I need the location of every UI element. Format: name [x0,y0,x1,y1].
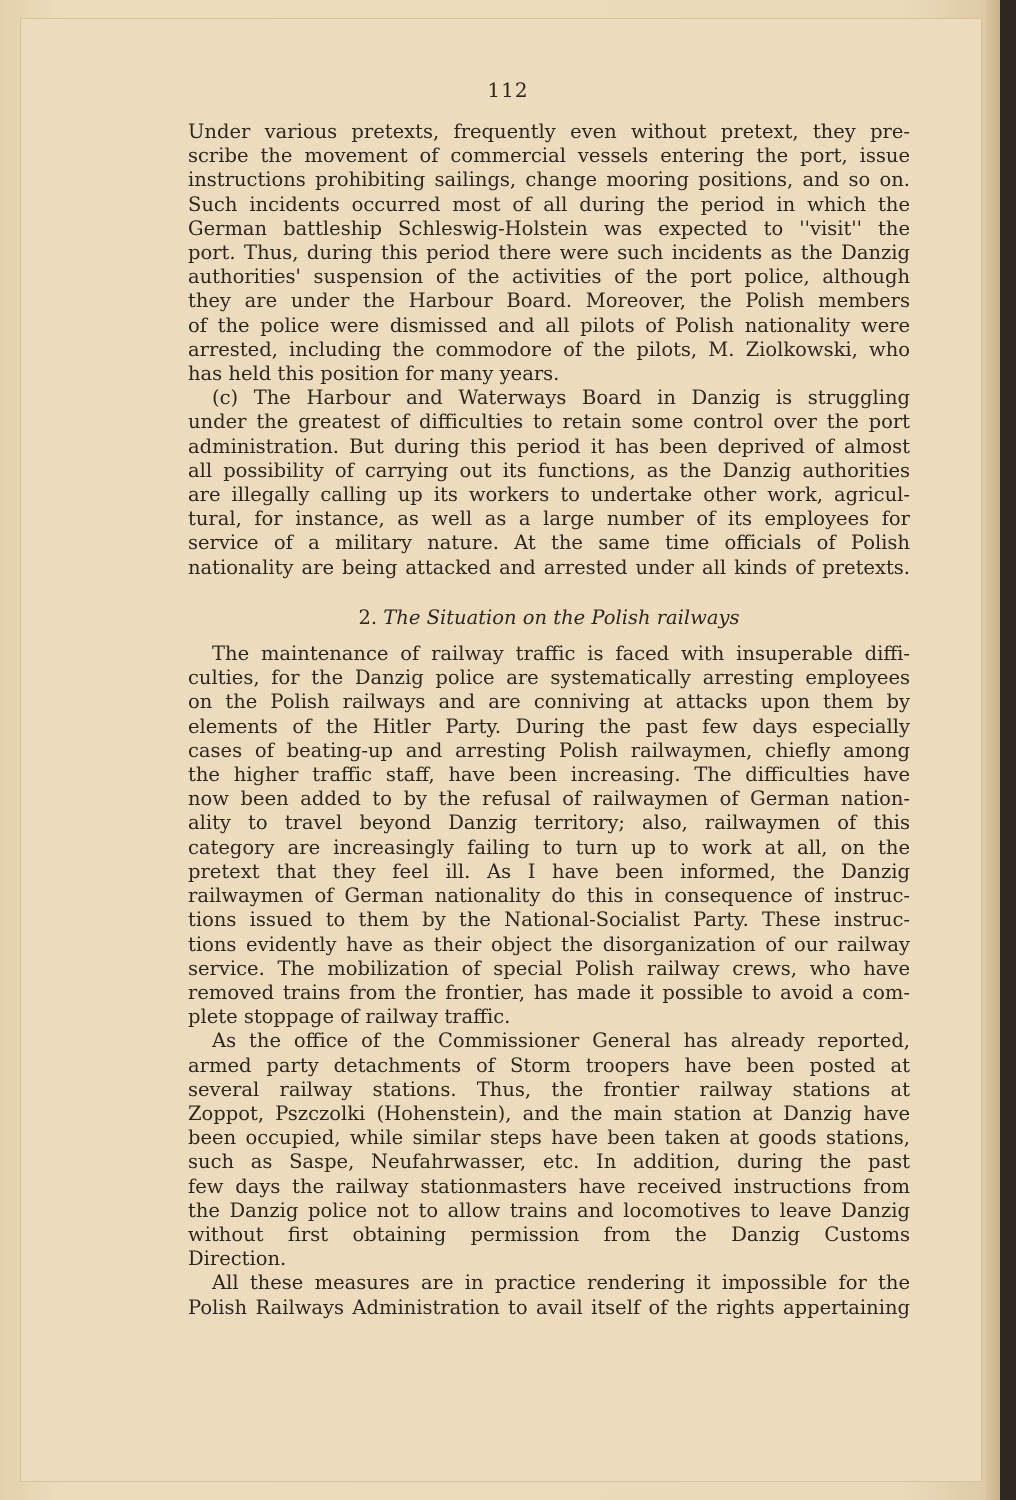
text-line: railwaymen of German nationality do this in consequence of instruc- [188,884,910,908]
text-line: on the Polish railways and are conniving at attacks upon them by [188,690,910,714]
binding-edge [1000,0,1016,1500]
text-line: (c) The Harbour and Waterways Board in Danzig is struggling [212,386,910,410]
text-line: the Danzig police not to allow trains and locomotives to leave Danzig [188,1198,910,1222]
paragraph-port-incidents [188,120,910,386]
text-line: the higher traffic staff, have been increasing. The difficulties have [188,763,910,787]
body-text [188,120,910,1320]
text-line: armed party detachments of Storm troopers have been posted at [188,1053,910,1077]
text-line: The maintenance of railway traffic is faced with insuperable diffi- [212,642,910,666]
text-line: few days the railway stationmasters have received instructions from [188,1174,910,1198]
text-line: are illegally calling up its workers to undertake other work, agricul- [188,483,910,507]
paragraph-harbour-board [188,386,910,580]
paragraph-storm-troopers [188,1029,910,1271]
text-line: authorities' suspension of the activities of the port police, although [188,265,910,289]
text-line: arrested, including the commodore of the pilots, M. Ziolkowski, who [188,337,910,361]
text-line: under the greatest of difficulties to retain some control over the port [188,410,910,434]
text-line: service of a military nature. At the same time officials of Polish [188,531,910,555]
text-line: such as Saspe, Neufahrwasser, etc. In addition, during the past [188,1150,910,1174]
text-line: elements of the Hitler Party. During the past few days especially [188,714,910,738]
section-number: 2. [358,605,378,629]
text-line: service. The mobilization of special Polish railway crews, who have [188,956,910,980]
text-line: pretext that they feel ill. As I have been informed, the Danzig [188,859,910,883]
paragraph-railway-traffic [188,642,910,1029]
text-line: All these measures are in practice rendering it impossible for the [212,1271,910,1295]
text-line: plete stoppage of railway traffic. [188,1005,511,1029]
text-line: removed trains from the frontier, has made it possible to avoid a com- [188,980,910,1004]
text-line: several railway stations. Thus, the frontier railway stations at [188,1077,910,1101]
text-line: tions evidently have as their object the disorganization of our railway [188,932,910,956]
text-line: administration. But during this period it has been deprived of almost [188,434,910,458]
text-line: As the office of the Commissioner General has already reported, [212,1029,910,1053]
text-line: they are under the Harbour Board. Moreover, the Polish members [188,289,910,313]
text-line: culties, for the Danzig police are systematically arresting employees [188,666,910,690]
text-line: nationality are being attacked and arrested under all kinds of pretexts. [188,555,910,579]
text-line: Polish Railways Administration to avail itself of the rights appertaining [188,1295,910,1319]
text-line: scribe the movement of commercial vessels entering the port, issue [188,144,910,168]
text-line: Under various pretexts, frequently even without pretext, they pre- [188,120,910,143]
text-line: instructions prohibiting sailings, change mooring positions, and so on. [188,168,910,192]
text-line: cases of beating-up and arresting Polish railwaymen, chiefly among [188,738,910,762]
text-line: of the police were dismissed and all pilots of Polish nationality were [188,313,910,337]
text-line: been occupied, while similar steps have been taken at goods stations, [188,1126,910,1150]
text-line: port. Thus, during this period there were such incidents as the Danzig [188,241,910,265]
text-line: tural, for instance, as well as a large number of its employees for [188,507,910,531]
text-line: Direction. [188,1247,287,1271]
paragraph-measures [188,1271,910,1319]
page-number: 112 [487,78,529,102]
text-line: now been added to by the refusal of railwaymen of German nation- [188,787,910,811]
text-line: has held this position for many years. [188,362,560,386]
section-title: The Situation on the Polish railways [383,605,740,629]
text-line: all possibility of carrying out its functions, as the Danzig authorities [188,458,910,482]
text-line: category are increasingly failing to turn up to work at all, on the [188,835,910,859]
text-line: Such incidents occurred most of all during the period in which the [188,192,910,216]
text-line: without first obtaining permission from the Danzig Customs [188,1222,910,1246]
page-fold-shadow [986,0,1000,1500]
text-line: Zoppot, Pszczolki (Hohenstein), and the main station at Danzig have [188,1101,910,1125]
text-line: German battleship Schleswig-Holstein was expected to ''visit'' the [188,216,910,240]
text-line: ality to travel beyond Danzig territory; also, railwaymen of this [188,811,910,835]
text-line: tions issued to them by the National-Socialist Party. These instruc- [188,908,910,932]
section-heading [188,606,910,630]
